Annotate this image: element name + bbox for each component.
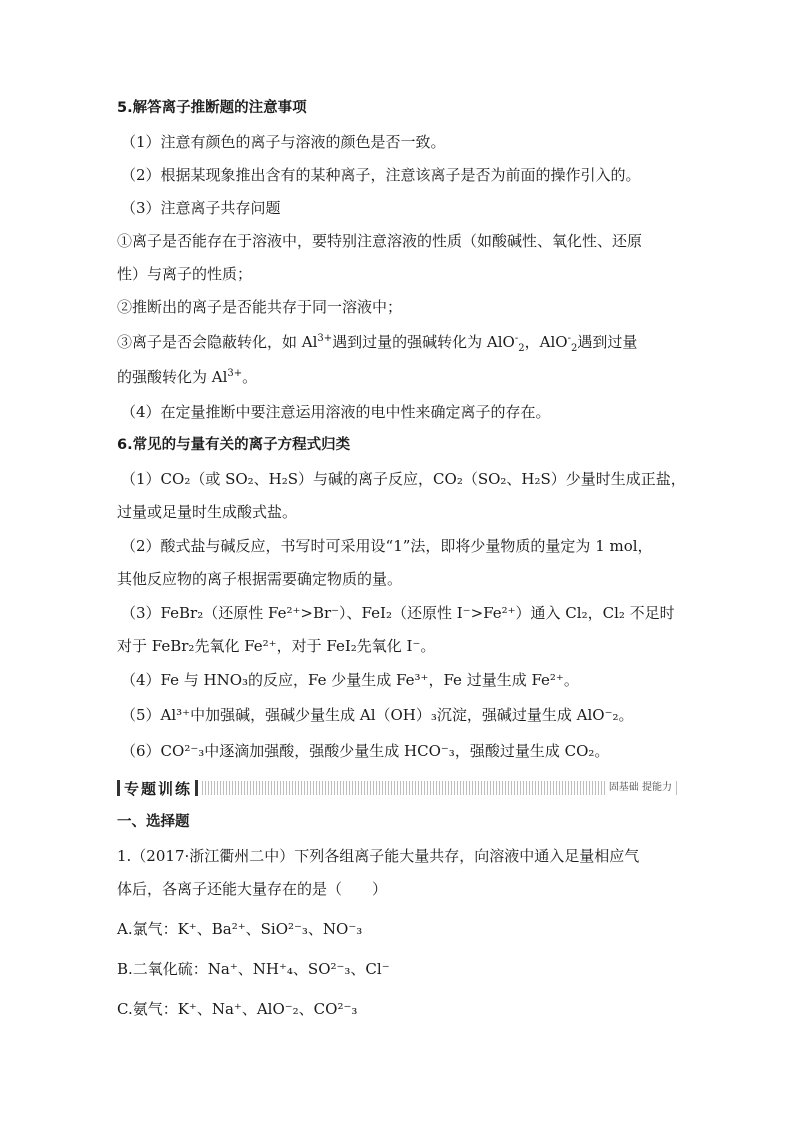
s5-item-1: （1）注意有颜色的离子与溶液的颜色是否一致。 [121, 133, 446, 151]
exercise-section-heading: 一、选择题 [117, 814, 190, 830]
s6-item-1-line1: （1）CO₂（或 SO₂、H₂S）与碱的离子反应，CO₂（SO₂、H₂S）少量时生成正盐， [121, 470, 686, 488]
s6-item-2-line2: 其他反应物的离子根据需要确定物质的量。 [117, 570, 403, 588]
s5-item-3a-line1: ①离子是否能存在于溶液中，要特别注意溶液的性质（如酸碱性、氧化性、还原 [117, 232, 643, 250]
s5-3c-sub-2: 2 [570, 343, 578, 354]
banner-tagline: 固基础 提能力 [606, 781, 675, 795]
banner-stripe [202, 781, 677, 795]
s5-item-3a-line2: 性）与离子的性质； [117, 265, 253, 283]
s5-3c-sup-1: 3+ [317, 333, 333, 344]
s5-3c-text-6: 。 [242, 368, 258, 386]
banner-title: 专题训练 [124, 779, 193, 798]
s6-item-1-line2: 过量或足量时生成酸式盐。 [117, 503, 298, 521]
s5-3c-sub-1: 2 [518, 343, 525, 354]
s5-item-3: （3）注意离子共存问题 [121, 199, 281, 217]
s5-3c-text-3: ，AlO [524, 333, 568, 351]
s5-item-2: （2）根据某现象推出含有的某种离子，注意该离子是否为前面的操作引入的。 [121, 166, 641, 184]
question-1-line1: 1.（2017·浙江衢州二中）下列各组离子能大量共存，向溶液中通入足量相应气 [117, 847, 640, 865]
s5-item-4: （4）在定量推断中要注意运用溶液的电中性来确定离子的存在。 [121, 403, 551, 421]
s5-item-3c-line2 [117, 367, 677, 387]
s5-3c-text-4: 遇到过量 [577, 333, 638, 351]
s5-3c-text-2: 遇到过量的强碱转化为 AlO [332, 333, 515, 351]
s5-3c-sup-2: - [514, 333, 519, 344]
s5-3c-sup-3: - [567, 333, 571, 344]
option-a: A.氯气：K⁺、Ba²⁺、SiO²⁻₃、NO⁻₃ [117, 920, 363, 938]
document-content [117, 98, 686, 1019]
s5-item-3c-line1 [117, 332, 677, 352]
question-1-line2: 体后，各离子还能大量存在的是（ ） [117, 880, 388, 898]
banner-right-bar [195, 780, 198, 796]
option-b: B.二氧化硫：Na⁺、NH⁺₄、SO²⁻₃、Cl⁻ [117, 960, 390, 978]
section-6-heading: 6.常见的与量有关的离子方程式归类 [117, 437, 351, 453]
s6-item-3-line2: 对于 FeBr₂先氧化 Fe²⁺，对于 FeI₂先氧化 I⁻。 [117, 637, 436, 655]
s6-item-6: （6）CO²⁻₃中逐滴加强酸，强酸少量生成 HCO⁻₃，强酸过量生成 CO₂。 [121, 742, 610, 760]
s6-item-2-line1: （2）酸式盐与碱反应，书写时可采用设“1”法，即将少量物质的量定为 1 mol， [121, 537, 653, 555]
banner-left-bar [117, 780, 120, 796]
s5-item-3b: ②推断出的离子是否能共存于同一溶液中； [117, 298, 403, 316]
s5-3c-sup-4: 3+ [227, 368, 243, 379]
option-c: C.氨气：K⁺、Na⁺、AlO⁻₂、CO²⁻₃ [117, 1000, 358, 1018]
s5-3c-text-1: ③离子是否会隐蔽转化，如 Al [117, 333, 318, 351]
s6-item-3-line1: （3）FeBr₂（还原性 Fe²⁺>Br⁻）、FeI₂（还原性 I⁻>Fe²⁺）通入 Cl₂，Cl₂ 不足时 [121, 604, 675, 622]
s6-item-5: （5）Al³⁺中加强碱，强碱少量生成 Al（OH）₃沉淀，强碱过量生成 AlO⁻₂。 [121, 706, 634, 724]
section-5-heading: 5.解答离子推断题的注意事项 [117, 100, 307, 116]
topic-training-banner [117, 778, 677, 798]
s6-item-4: （4）Fe 与 HNO₃的反应，Fe 少量生成 Fe³⁺，Fe 过量生成 Fe²⁺。 [121, 671, 579, 689]
s5-3c-text-5: 的强酸转化为 Al [117, 368, 228, 386]
